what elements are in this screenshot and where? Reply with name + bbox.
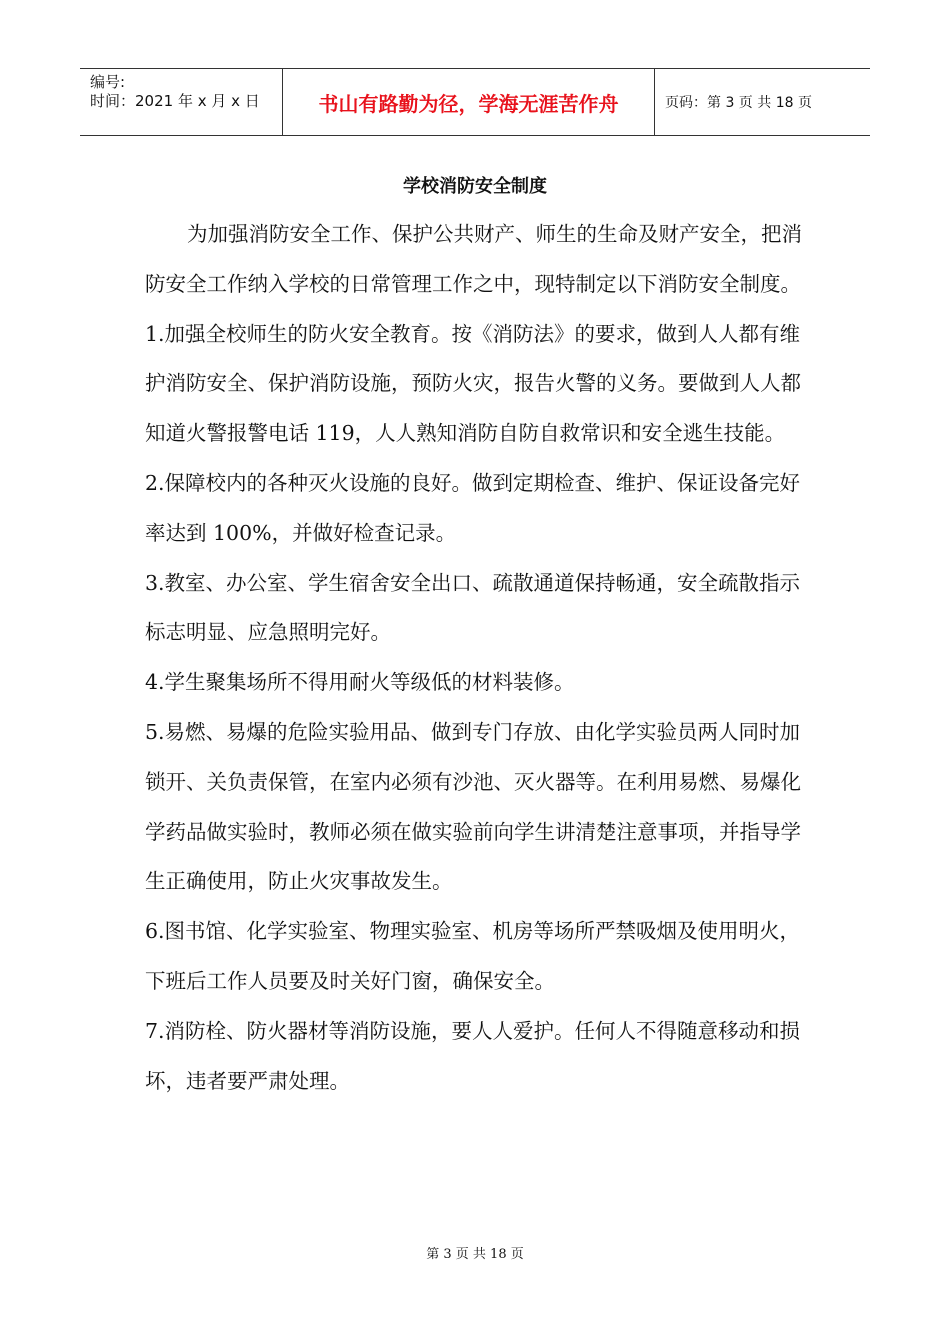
header-page-info: 页码：第 3 页 共 18 页 bbox=[665, 95, 812, 111]
intro-paragraph: 为加强消防安全工作、保护公共财产、师生的生命及财产安全，把消防安全工作纳入学校的日常管理工作之中，现特制定以下消防安全制度。 bbox=[145, 222, 802, 296]
header-meta bbox=[80, 69, 283, 135]
page-header bbox=[80, 68, 870, 136]
rule-paragraph: 4.学生聚集场所不得用耐火等级低的材料装修。 bbox=[145, 670, 575, 695]
rule-paragraph: 1.加强全校师生的防火安全教育。按《消防法》的要求，做到人人都有维护消防安全、保护消防设施，预防火灾，报告火警的义务。要做到人人都知道火警报警电话 119，人人熟知消防自防自救常识和安全逃生技能。 bbox=[145, 321, 801, 446]
rule-paragraph: 6.图书馆、化学实验室、物理实验室、机房等场所严禁吸烟及使用明火，下班后工作人员要及时关好门窗，确保安全。 bbox=[145, 919, 801, 993]
header-motto: 书山有路勤为径，学海无涯苦作舟 bbox=[283, 69, 655, 135]
time-label: 时间：2021 年 x 月 x 日 bbox=[90, 92, 260, 110]
page-footer: 第 3 页 共 18 页 bbox=[426, 1247, 524, 1262]
document-title: 学校消防安全制度 bbox=[403, 176, 547, 197]
rule-paragraph: 2.保障校内的各种灭火设施的良好。做到定期检查、维护、保证设备完好率达到 100%，并做好检查记录。 bbox=[145, 470, 801, 545]
rule-paragraph: 7.消防栓、防火器材等消防设施，要人人爱护。任何人不得随意移动和损坏，违者要严肃处理。 bbox=[145, 1018, 801, 1093]
rule-paragraph: 5.易燃、易爆的危险实验用品、做到专门存放、由化学实验员两人同时加锁开、关负责保管，在室内必须有沙池、灭火器等。在利用易燃、易爆化学药品做实验时，教师必须在做实验前向学生讲清楚注意事项，并指导学生正确使用，防止火灾事故发生。 bbox=[145, 719, 801, 894]
rule-paragraph: 3.教室、办公室、学生宿舍安全出口、疏散通道保持畅通，安全疏散指示标志明显、应急照明完好。 bbox=[145, 570, 801, 645]
number-label: 编号: bbox=[90, 73, 126, 91]
document-body bbox=[145, 210, 810, 1106]
